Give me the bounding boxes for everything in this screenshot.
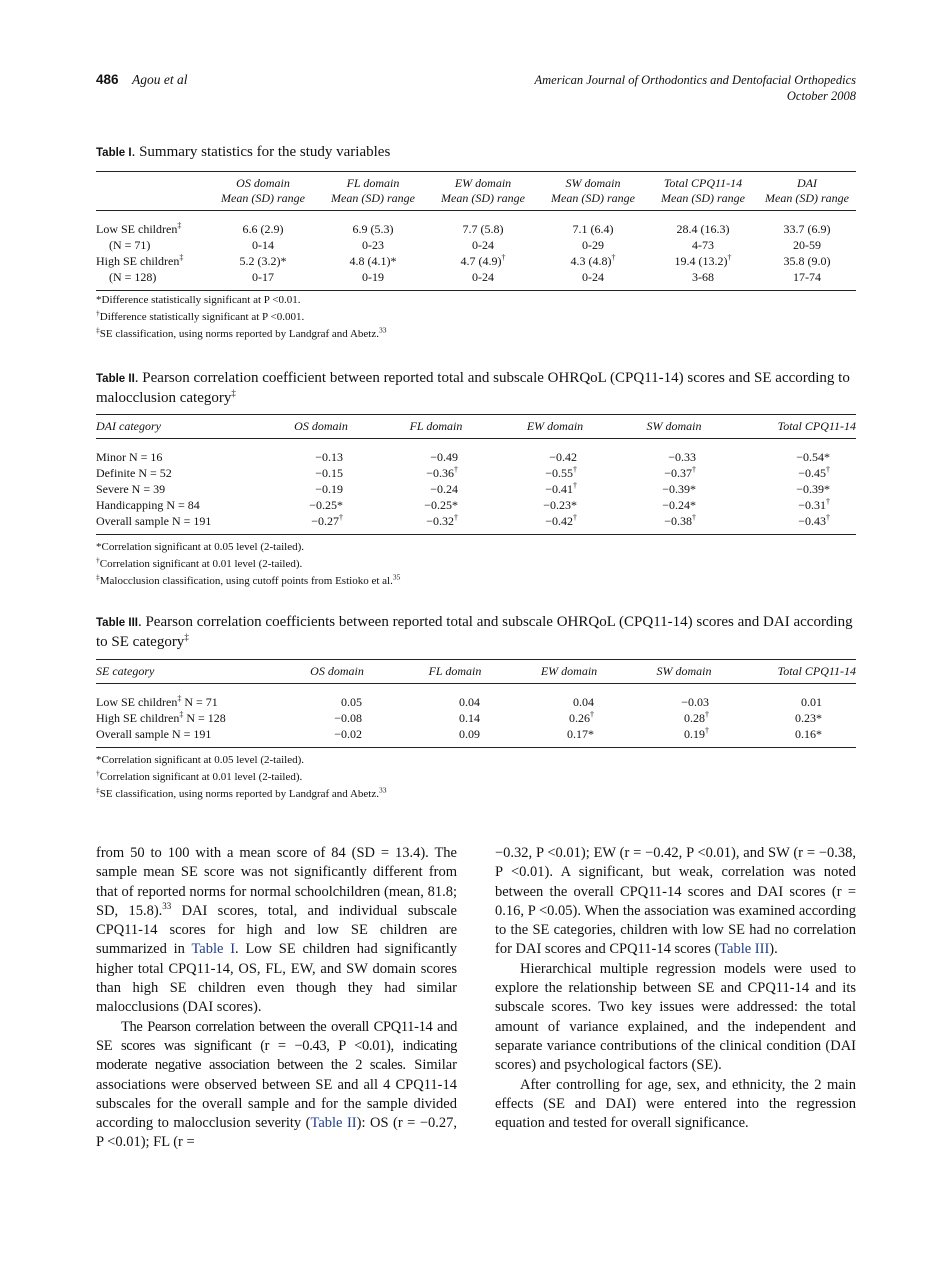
row-label: High SE children‡ bbox=[96, 253, 184, 268]
table-cell: 3-68 bbox=[648, 269, 758, 291]
table-3 bbox=[96, 659, 856, 748]
table-cell: −0.24* bbox=[662, 498, 696, 512]
table-cell: 6.9 (5.3) bbox=[352, 222, 394, 236]
table-2-caption: Table II. Pearson correlation coefficient between reported total and subscale OHRQoL (CPQ11-14) scores and SE according to malocclusion category‡ bbox=[96, 370, 850, 406]
row-label: Low SE children‡ bbox=[96, 221, 182, 236]
table-cell: −0.27† bbox=[266, 513, 376, 535]
table-row bbox=[96, 513, 856, 535]
paragraph: Hierarchical multiple regression models were used to explore the relationship between SE and CPQ11-14 and its subscale scores. Two key issues were addressed: the total amount of variance explained, and the independent and separate variance contributions of the clinical condition (DAI scores) and psychological factors (SE). bbox=[495, 960, 856, 1074]
table-cell: 0-19 bbox=[318, 269, 428, 291]
table-2-col-header: DAI category bbox=[96, 415, 266, 439]
table-cell: −0.45† bbox=[798, 465, 830, 480]
table-row bbox=[96, 726, 856, 748]
table-3-col-header: Total CPQ11-14 bbox=[744, 660, 856, 684]
table-1-header-blank bbox=[96, 191, 208, 211]
table-cell: 0.19† bbox=[624, 726, 744, 748]
table-cell: −0.19 bbox=[315, 482, 343, 496]
table-cell: 20-59 bbox=[793, 238, 821, 252]
table-row bbox=[96, 710, 856, 726]
table-2-col-header: FL domain bbox=[376, 415, 496, 439]
table-cell: −0.55† bbox=[545, 465, 577, 480]
table-1-col-header: OS domain bbox=[208, 172, 318, 192]
row-label: Handicapping N = 84 bbox=[96, 498, 200, 512]
table-3-label: Table III bbox=[96, 617, 138, 629]
footnote: *Difference statistically significant at P <0.01. bbox=[96, 294, 301, 306]
table-cell: −0.39* bbox=[796, 482, 830, 496]
table-cell: −0.15 bbox=[315, 466, 343, 480]
table-cell: 17-74 bbox=[758, 269, 856, 291]
table-cell: 0.05 bbox=[341, 695, 362, 709]
table-row bbox=[96, 439, 856, 466]
table-cell: 5.2 (3.2)* bbox=[239, 254, 287, 268]
table-cell: 0.26† bbox=[569, 710, 594, 725]
table-3-footnotes bbox=[96, 752, 856, 803]
table-cell: 7.7 (5.8) bbox=[462, 222, 504, 236]
table-3-col-header: OS domain bbox=[278, 660, 396, 684]
table-cell: 0.09 bbox=[396, 726, 514, 748]
table-cell: −0.36† bbox=[426, 465, 458, 480]
table-2-col-header: SW domain bbox=[614, 415, 734, 439]
table-cell: −0.25* bbox=[424, 498, 458, 512]
footnote: ‡Malocclusion classification, using cutoff points from Estioko et al.$^{35}$ bbox=[96, 572, 401, 587]
table-2-col-header: EW domain bbox=[496, 415, 614, 439]
table-row bbox=[96, 684, 856, 711]
table-3-caption: Table III. Pearson correlation coefficients between reported total and subscale OHRQoL (CPQ11-14) scores and DAI according to SE category‡ bbox=[96, 614, 853, 650]
table-cell: −0.23* bbox=[543, 498, 577, 512]
table-cell: −0.41† bbox=[545, 481, 577, 496]
paragraph: from 50 to 100 with a mean score of 84 (SD = 13.4). The sample mean SE score was not significantly different from that of reported norms for normal schoolchildren (mean, 81.8; SD, 15.8).$^{33}$ DAI scores, total, and individual subscale CPQ11-14 scores for high and low SE children are summarized in Table I. Low SE children had significantly higher total CPQ11-14, OS, FL, EW, and SW domain scores than high SE children even though they had similar malocclusions (DAI scores). bbox=[96, 845, 457, 1016]
table-cell: 0.04 bbox=[459, 695, 480, 709]
row-n: (N = 128) bbox=[96, 269, 208, 291]
table-row bbox=[96, 269, 856, 291]
table-row bbox=[96, 211, 856, 238]
table-cell: 0.23* bbox=[795, 711, 822, 725]
table-row bbox=[96, 497, 856, 513]
table-2-col-header: Total CPQ11-14 bbox=[734, 415, 856, 439]
table-1-footnotes bbox=[96, 292, 856, 343]
row-label: Minor N = 16 bbox=[96, 450, 163, 464]
row-label: Overall sample N = 191 bbox=[96, 726, 278, 748]
table-cell: −0.37† bbox=[664, 465, 696, 480]
table-cell: −0.31† bbox=[798, 497, 830, 512]
table-row bbox=[96, 237, 856, 253]
table-cell: 7.1 (6.4) bbox=[572, 222, 614, 236]
table-3-col-header: SW domain bbox=[624, 660, 744, 684]
table-2-title: . Pearson correlation coefficient between reported total and subscale OHRQoL (CPQ11-14) scores and SE according to malocclusion category bbox=[96, 370, 850, 406]
table-cell: 6.6 (2.9) bbox=[242, 222, 284, 236]
table-cell: −0.33 bbox=[668, 450, 696, 464]
footnote: †Difference statistically significant at P <0.001. bbox=[96, 308, 305, 323]
table-cell: 33.7 (6.9) bbox=[783, 222, 831, 236]
table-cell: 0.01 bbox=[801, 695, 822, 709]
table-1-col-header: FL domain bbox=[318, 172, 428, 192]
row-label: Severe N = 39 bbox=[96, 482, 166, 496]
footnote: †Correlation significant at 0.01 level (2-tailed). bbox=[96, 555, 303, 570]
table-1-link[interactable]: Table I bbox=[191, 941, 236, 958]
table-cell: 4.7 (4.9)† bbox=[460, 253, 506, 268]
row-label: Low SE children‡ N = 71 bbox=[96, 694, 218, 709]
table-cell: −0.42† bbox=[496, 513, 614, 535]
right-column bbox=[495, 844, 856, 1133]
table-cell: 0.16* bbox=[744, 726, 856, 748]
table-cell: 4-73 bbox=[692, 238, 714, 252]
page-number: 486 bbox=[96, 72, 119, 87]
footnote: *Correlation significant at 0.05 level (2-tailed). bbox=[96, 754, 305, 766]
table-cell: −0.24 bbox=[430, 482, 458, 496]
table-2-footnotes bbox=[96, 539, 856, 590]
table-2-label: Table II bbox=[96, 373, 135, 385]
table-1-col-header: DAI bbox=[758, 172, 856, 192]
table-2-link[interactable]: Table II bbox=[310, 1115, 357, 1132]
table-1-col-subheader: Mean (SD) range bbox=[208, 191, 318, 211]
row-label: High SE children‡ N = 128 bbox=[96, 710, 226, 725]
table-1-label: Table I bbox=[96, 147, 132, 159]
table-cell: 4.8 (4.1)* bbox=[349, 254, 397, 268]
table-cell: −0.32† bbox=[376, 513, 496, 535]
left-column bbox=[96, 844, 457, 1153]
table-1-col-header: Total CPQ11-14 bbox=[648, 172, 758, 192]
table-1-caption bbox=[96, 143, 856, 163]
table-3-col-header: SE category bbox=[96, 660, 278, 684]
table-1-col-subheader: Mean (SD) range bbox=[318, 191, 428, 211]
table-cell: 0.28† bbox=[684, 710, 709, 725]
table-cell: −0.13 bbox=[315, 450, 343, 464]
table-cell: −0.25* bbox=[309, 498, 343, 512]
table-cell: −0.03 bbox=[681, 695, 709, 709]
table-3-col-header: EW domain bbox=[514, 660, 624, 684]
journal-title: American Journal of Orthodontics and Dentofacial Orthopedics bbox=[534, 73, 856, 87]
row-label: Overall sample N = 191 bbox=[96, 513, 266, 535]
table-1-col-header: SW domain bbox=[538, 172, 648, 192]
footnote: ‡SE classification, using norms reported by Landgraf and Abetz.$^{33}$ bbox=[96, 325, 387, 340]
table-1-col-subheader: Mean (SD) range bbox=[428, 191, 538, 211]
footnote: ‡SE classification, using norms reported by Landgraf and Abetz.$^{33}$ bbox=[96, 785, 387, 800]
table-1-col-subheader: Mean (SD) range bbox=[538, 191, 648, 211]
table-1-title: . Summary statistics for the study variables bbox=[131, 144, 391, 160]
table-3-title: . Pearson correlation coefficients between reported total and subscale OHRQoL (CPQ11-14) scores and DAI according to SE category bbox=[96, 614, 853, 650]
journal-issue: October 2008 bbox=[786, 89, 856, 103]
row-n: (N = 71) bbox=[109, 238, 151, 252]
table-cell: 0-23 bbox=[362, 238, 384, 252]
table-cell: 0.04 bbox=[573, 695, 594, 709]
table-row bbox=[96, 465, 856, 481]
table-cell: −0.42 bbox=[549, 450, 577, 464]
running-authors: Agou et al bbox=[132, 72, 188, 87]
table-1-col-subheader: Mean (SD) range bbox=[648, 191, 758, 211]
table-cell: 0-24 bbox=[472, 238, 494, 252]
table-1-header-blank bbox=[96, 172, 208, 192]
table-cell: 0-17 bbox=[208, 269, 318, 291]
table-cell: 4.3 (4.8)† bbox=[570, 253, 616, 268]
table-cell: −0.54* bbox=[796, 450, 830, 464]
table-cell: 0-24 bbox=[428, 269, 538, 291]
table-cell: −0.02 bbox=[278, 726, 396, 748]
paragraph: −0.32, P <0.01); EW (r = −0.42, P <0.01), and SW (r = −0.38, P <0.01). A significant, but weak, correlation was noted between the overall CPQ11-14 scores and DAI scores (r = 0.16, P <0.05). When the association was examined according to the SE categories, children with low SE had no correlation for DAI scores and CPQ11-14 scores (Table III). bbox=[495, 845, 856, 958]
table-cell: 28.4 (16.3) bbox=[676, 222, 730, 236]
table-cell: 0-14 bbox=[252, 238, 274, 252]
footnote: *Correlation significant at 0.05 level (2-tailed). bbox=[96, 541, 305, 553]
table-1-col-header: EW domain bbox=[428, 172, 538, 192]
table-cell: −0.39* bbox=[662, 482, 696, 496]
table-cell: −0.49 bbox=[430, 450, 458, 464]
table-2 bbox=[96, 414, 856, 535]
paragraph: The Pearson correlation between the overall CPQ11-14 and SE scores was significant (r = −0.43, P <0.01), indicating moderate negative association between the 2 scales. Similar associations were observed between SE and all 4 CPQ11-14 subscales for the overall sample and for the sample divided according to malocclusion severity (Table II): OS (r = −0.27, P <0.01); FL (r = bbox=[96, 1018, 458, 1151]
table-row bbox=[96, 481, 856, 497]
table-cell: 19.4 (13.2)† bbox=[674, 253, 732, 268]
table-cell: −0.43† bbox=[734, 513, 856, 535]
table-1 bbox=[96, 171, 856, 291]
table-cell: −0.38† bbox=[614, 513, 734, 535]
footnote: †Correlation significant at 0.01 level (2-tailed). bbox=[96, 768, 303, 783]
row-label: Definite N = 52 bbox=[96, 466, 172, 480]
table-3-col-header: FL domain bbox=[396, 660, 514, 684]
table-cell: −0.08 bbox=[334, 711, 362, 725]
table-cell: 0.14 bbox=[459, 711, 480, 725]
table-row bbox=[96, 253, 856, 269]
table-cell: 0.17* bbox=[514, 726, 624, 748]
table-3-link[interactable]: Table III bbox=[719, 941, 770, 958]
table-cell: 35.8 (9.0) bbox=[783, 254, 831, 268]
table-2-col-header: OS domain bbox=[266, 415, 376, 439]
paragraph: After controlling for age, sex, and ethnicity, the 2 main effects (SE and DAI) were entered into the regression equation and tested for overall significance. bbox=[495, 1076, 856, 1132]
running-journal bbox=[535, 72, 857, 104]
table-cell: 0-29 bbox=[582, 238, 604, 252]
table-cell: 0-24 bbox=[538, 269, 648, 291]
table-1-col-subheader: Mean (SD) range bbox=[758, 191, 856, 211]
